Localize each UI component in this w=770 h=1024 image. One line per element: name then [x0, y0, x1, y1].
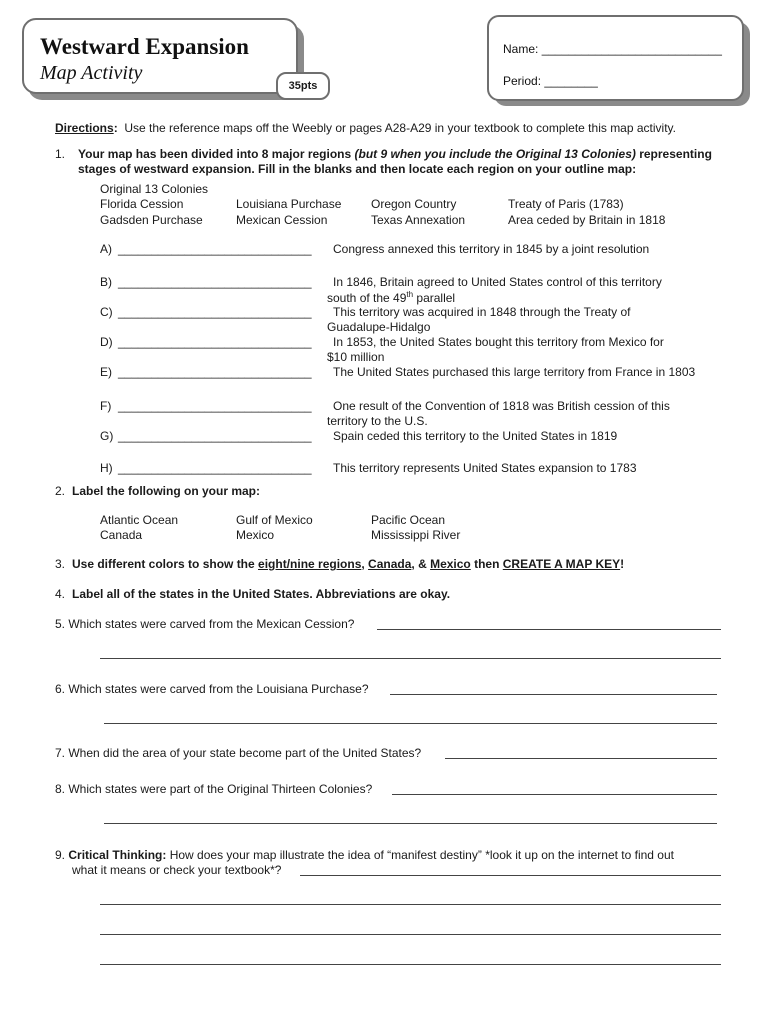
worksheet-subtitle: Map Activity	[40, 62, 143, 84]
q6-answer-line[interactable]	[390, 694, 717, 695]
name-label: Name:	[503, 42, 539, 56]
q3-end: !	[620, 557, 625, 571]
directions	[55, 121, 676, 135]
q8-text: 8. Which states were part of the Original Thirteen Colonies?	[55, 782, 373, 796]
q7-text: 7. When did the area of your state become part of the United States?	[55, 746, 422, 760]
q9-answer-line[interactable]	[100, 934, 721, 935]
q4-number: 4.	[55, 587, 66, 601]
item-clue-line2: $10 million	[327, 350, 385, 364]
q8-answer-line[interactable]	[392, 794, 717, 795]
item-clue: The United States purchased this large territory from France in 1803	[333, 365, 696, 379]
place-item: Pacific Ocean	[371, 513, 446, 527]
q8-answer-line[interactable]	[104, 823, 717, 824]
item-clue: This territory was acquired in 1848 through the Treaty of	[333, 305, 631, 319]
q9-text: How does your map illustrate the idea of “manifest destiny” *look it up on the internet to find out	[166, 848, 674, 862]
name-period-box	[487, 15, 744, 101]
item-letter: E)	[100, 365, 112, 379]
region-item: Florida Cession	[100, 197, 184, 211]
q5-answer-line[interactable]	[100, 658, 721, 659]
item-clue: Congress annexed this territory in 1845 by a joint resolution	[333, 242, 650, 256]
superscript-th: th	[406, 290, 414, 299]
answer-blank[interactable]: _____________________________	[118, 335, 312, 349]
directions-colon: :	[113, 121, 118, 135]
q5-text: 5. Which states were carved from the Mexican Cession?	[55, 617, 355, 631]
q6-text: 6. Which states were carved from the Louisiana Purchase?	[55, 682, 369, 696]
item-clue-line2: Guadalupe-Hidalgo	[327, 320, 431, 334]
q1-text-a: Your map has been divided into 8 major regions	[78, 147, 355, 161]
item-clue: In 1853, the United States bought this territory from Mexico for	[333, 335, 664, 349]
period-field[interactable]: ________	[544, 74, 598, 88]
item-clue-line2-text: south of the 49	[327, 291, 407, 305]
item-clue: Spain ceded this territory to the United States in 1819	[333, 429, 618, 443]
q3-pre: Use different colors to show the	[72, 557, 259, 571]
region-item: Area ceded by Britain in 1818	[508, 213, 666, 227]
item-letter: C)	[100, 305, 113, 319]
q4-text: Label all of the states in the United States. Abbreviations are okay.	[72, 587, 451, 601]
q1-text-c: representing	[635, 147, 712, 161]
region-item: Original 13 Colonies	[100, 182, 209, 196]
directions-label: Directions	[55, 121, 114, 135]
place-item: Mississippi River	[371, 528, 461, 542]
worksheet-title: Westward Expansion	[40, 34, 249, 59]
period-row	[503, 74, 598, 88]
period-label: Period:	[503, 74, 542, 88]
item-letter: B)	[100, 275, 112, 289]
q6-answer-line[interactable]	[104, 723, 717, 724]
q9-answer-line[interactable]	[100, 964, 721, 965]
points-badge: 35pts	[276, 72, 330, 100]
q3-map-key: CREATE A MAP KEY	[502, 557, 621, 571]
answer-blank[interactable]: _____________________________	[118, 365, 312, 379]
q9-bold-label: Critical Thinking:	[68, 848, 167, 862]
q3-mid: then	[470, 557, 503, 571]
place-item: Gulf of Mexico	[236, 513, 313, 527]
place-item: Canada	[100, 528, 143, 542]
q2-number: 2.	[55, 484, 66, 498]
directions-text: Use the reference maps off the Weebly or pages A28-A29 in your textbook to complete this map activity.	[124, 121, 676, 135]
answer-blank[interactable]: _____________________________	[118, 461, 312, 475]
q1-line2: stages of westward expansion. Fill in the blanks and then locate each region on your outline map:	[78, 162, 637, 176]
q2-text: Label the following on your map:	[72, 484, 260, 498]
region-item: Oregon Country	[371, 197, 457, 211]
item-clue-line2-end: parallel	[413, 291, 456, 305]
q9-line1	[55, 848, 674, 862]
q3-text	[72, 557, 624, 571]
name-field[interactable]: ___________________________	[541, 42, 722, 56]
answer-blank[interactable]: _____________________________	[118, 242, 312, 256]
item-letter: H)	[100, 461, 113, 475]
title-box	[22, 18, 298, 94]
q5-answer-line[interactable]	[377, 629, 721, 630]
item-clue: In 1846, Britain agreed to United States control of this territory	[333, 275, 662, 289]
q9-answer-line[interactable]	[300, 875, 721, 876]
item-letter: A)	[100, 242, 112, 256]
q7-answer-line[interactable]	[445, 758, 717, 759]
region-item: Treaty of Paris (1783)	[508, 197, 624, 211]
q1-number: 1.	[55, 147, 66, 161]
item-letter: G)	[100, 429, 114, 443]
region-item: Texas Annexation	[371, 213, 466, 227]
q3-canada: Canada	[368, 557, 412, 571]
q9-number: 9.	[55, 848, 66, 862]
q1-text	[78, 147, 712, 161]
answer-blank[interactable]: _____________________________	[118, 399, 312, 413]
region-item: Louisiana Purchase	[236, 197, 342, 211]
q3-sep1: ,	[361, 557, 369, 571]
name-row	[503, 42, 722, 56]
region-item: Mexican Cession	[236, 213, 328, 227]
region-item: Gadsden Purchase	[100, 213, 203, 227]
place-item: Mexico	[236, 528, 275, 542]
item-letter: F)	[100, 399, 112, 413]
q9-answer-line[interactable]	[100, 904, 721, 905]
item-letter: D)	[100, 335, 113, 349]
answer-blank[interactable]: _____________________________	[118, 305, 312, 319]
q1-text-b: (but 9 when you include the Original 13 Colonies)	[354, 147, 636, 161]
q3-sep2: , &	[411, 557, 431, 571]
q3-mexico: Mexico	[430, 557, 471, 571]
answer-blank[interactable]: _____________________________	[118, 429, 312, 443]
place-item: Atlantic Ocean	[100, 513, 179, 527]
item-clue: This territory represents United States expansion to 1783	[333, 461, 637, 475]
item-clue-line2: territory to the U.S.	[327, 414, 428, 428]
q3-number: 3.	[55, 557, 66, 571]
answer-blank[interactable]: _____________________________	[118, 275, 312, 289]
q3-regions: eight/nine regions	[258, 557, 362, 571]
item-clue: One result of the Convention of 1818 was British cession of this	[333, 399, 670, 413]
item-clue-line2	[327, 290, 455, 305]
q9-line2: what it means or check your textbook*?	[72, 863, 282, 877]
